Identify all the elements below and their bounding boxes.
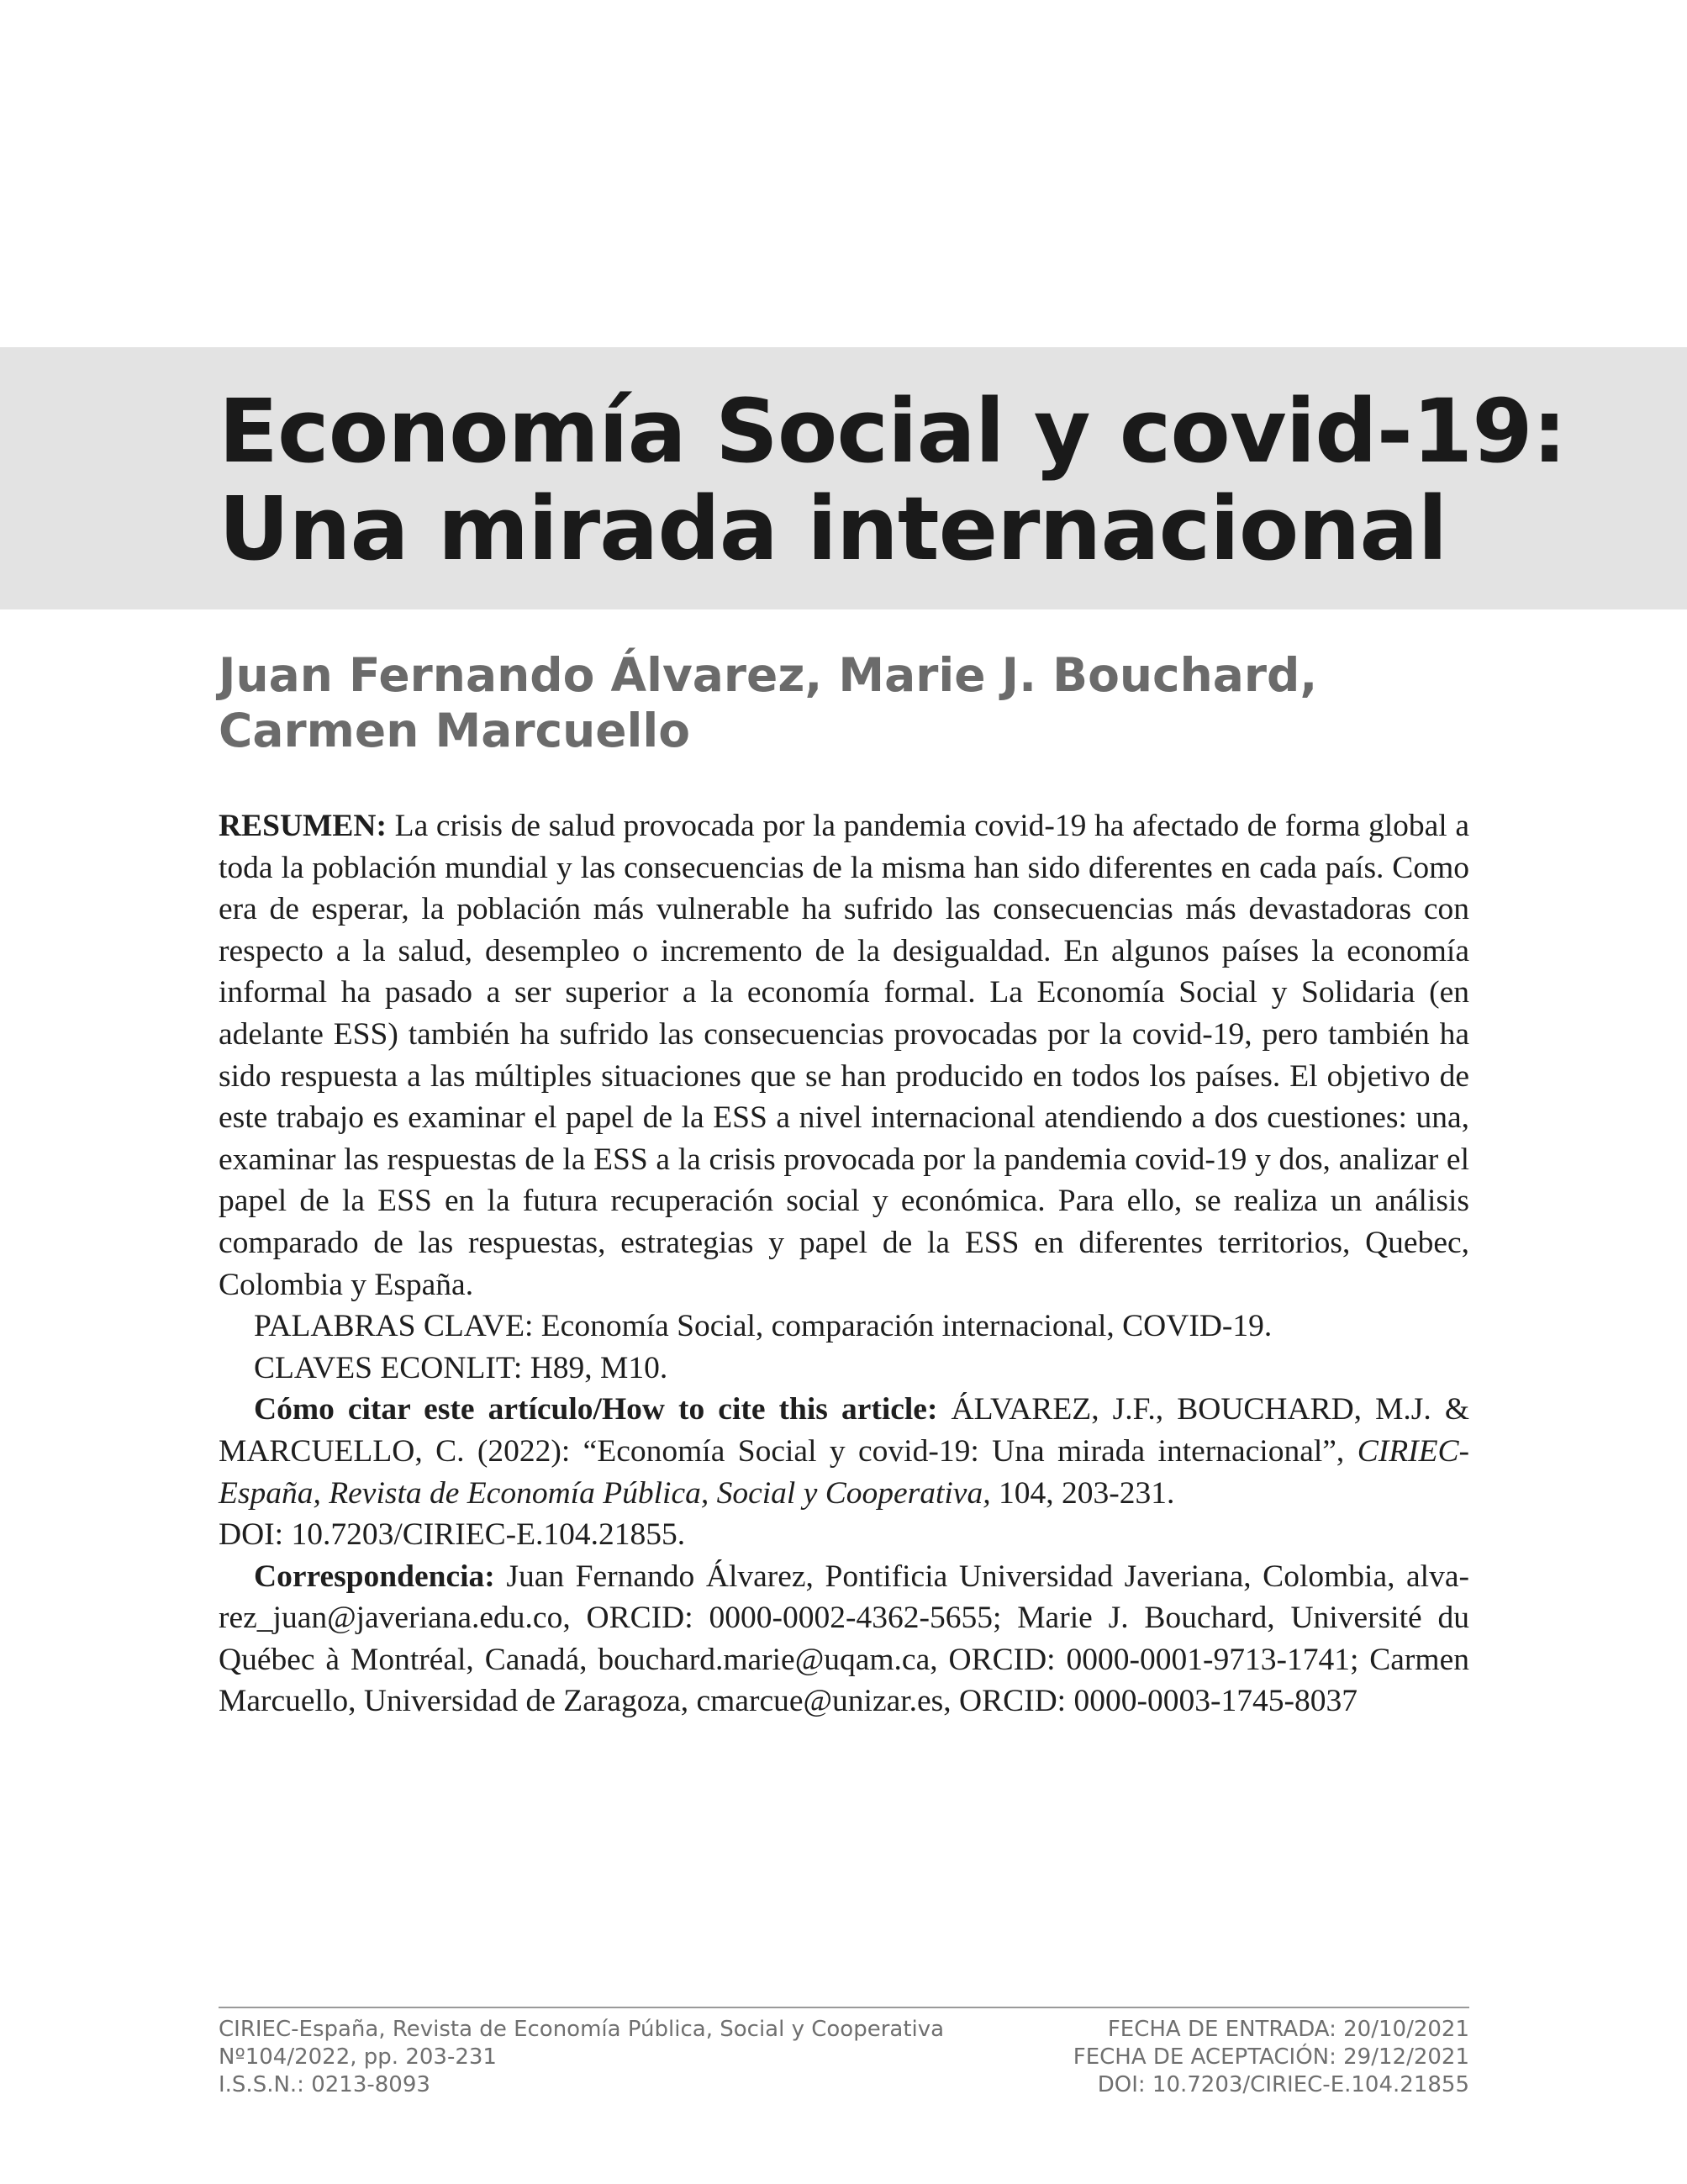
footer-divider [219, 2007, 1469, 2008]
citation-label: Cómo citar este artículo/How to cite this article: [254, 1392, 938, 1427]
citation-journal: CIRIEC-España, Revista de Economía Pública, Social y Cooperativa, [219, 1433, 1469, 1511]
article-title [219, 382, 1566, 578]
abstract-label: RESUMEN: [219, 809, 387, 843]
abstract-block [219, 805, 1469, 1722]
author-list [219, 647, 1317, 758]
keywords-line: PALABRAS CLAVE: Economía Social, comparación internacional, COVID-19. [254, 1309, 1273, 1344]
footer-issue: Nº104/2022, pp. 203-231 [219, 2044, 497, 2070]
correspondence-text: Juan Fernando Álvarez, Pontificia Universidad Javeriana, Colombia, alvarez_juan@javeriana.edu.co, ORCID: 0000-0002-4362-5655; Marie J. Bouchard, Université du Québec à Montréal, Canadá, bouchard.marie@uqam.ca, ORCID: 0000-0001-9713-1741; Carmen Marcuello, Universidad de Zaragoza, cmarcue@unizar.es, ORCID: 0000-0003-1745-8037 [219, 1559, 1469, 1719]
citation-doi: DOI: 10.7203/CIRIEC-E.104.21855. [219, 1517, 686, 1553]
footer-dates [1073, 2016, 1469, 2099]
footer-issn: I.S.S.N.: 0213-8093 [219, 2072, 430, 2097]
citation-text: ÁLVAREZ, J.F., BOUCHARD, M.J. & MARCUELLO, C. (2022): “Economía Social y covid-19: Una mirada internacional”, [219, 1392, 1469, 1469]
footer-received-date: FECHA DE ENTRADA: 20/10/2021 [1107, 2017, 1469, 2042]
title-line-1: Economía Social y covid-19: [219, 380, 1567, 483]
footer-journal-name: CIRIEC-España, Revista de Economía Pública, Social y Cooperativa [219, 2017, 945, 2042]
authors-line-2: Carmen Marcuello [219, 704, 691, 757]
footer-doi: DOI: 10.7203/CIRIEC-E.104.21855 [1097, 2072, 1469, 2097]
footer-accepted-date: FECHA DE ACEPTACIÓN: 29/12/2021 [1073, 2044, 1469, 2070]
title-line-2: Una mirada internacional [219, 477, 1447, 580]
econlit-line: CLAVES ECONLIT: H89, M10. [254, 1350, 668, 1385]
citation-rest: 104, 203-231. [990, 1475, 1175, 1511]
correspondence-label: Correspondencia: [254, 1559, 495, 1594]
correspondence-paragraph [219, 1556, 1469, 1722]
authors-line-1: Juan Fernando Álvarez, Marie J. Bouchard, [219, 648, 1318, 702]
abstract-paragraph [219, 805, 1469, 1306]
footer-journal-info [219, 2016, 944, 2099]
citation-paragraph [219, 1389, 1469, 1555]
abstract-text: La crisis de salud provocada por la pandemia covid-19 ha afectado de forma global a toda la población mundial y las consecuencias de la misma han sido diferentes en cada país. Como era de esperar, la población más vulnerable ha sufrido las consecuencias más devastadoras con respecto a la salud, desempleo o incremento de la desigualdad. En algunos países la economía informal ha pasado a ser superior a la economía formal. La Economía Social y Solidaria (en adelante ESS) también ha sufrido las consecuencias provocadas por la covid-19, pero también ha sido respuesta a las múltiples situaciones que se han producido en todos los países. El objetivo de este trabajo es examinar el papel de la ESS a nivel internacional atendiendo a dos cuestiones: una, examinar las respuestas de la ESS a la crisis provocada por la pandemia covid-19 y dos, analizar el papel de la ESS en la futura recuperación social y económica. Para ello, se realiza un análisis comparado de las respuestas, estrategias y papel de la ESS en diferentes territorios, Quebec, Colombia y España. [219, 809, 1469, 1302]
